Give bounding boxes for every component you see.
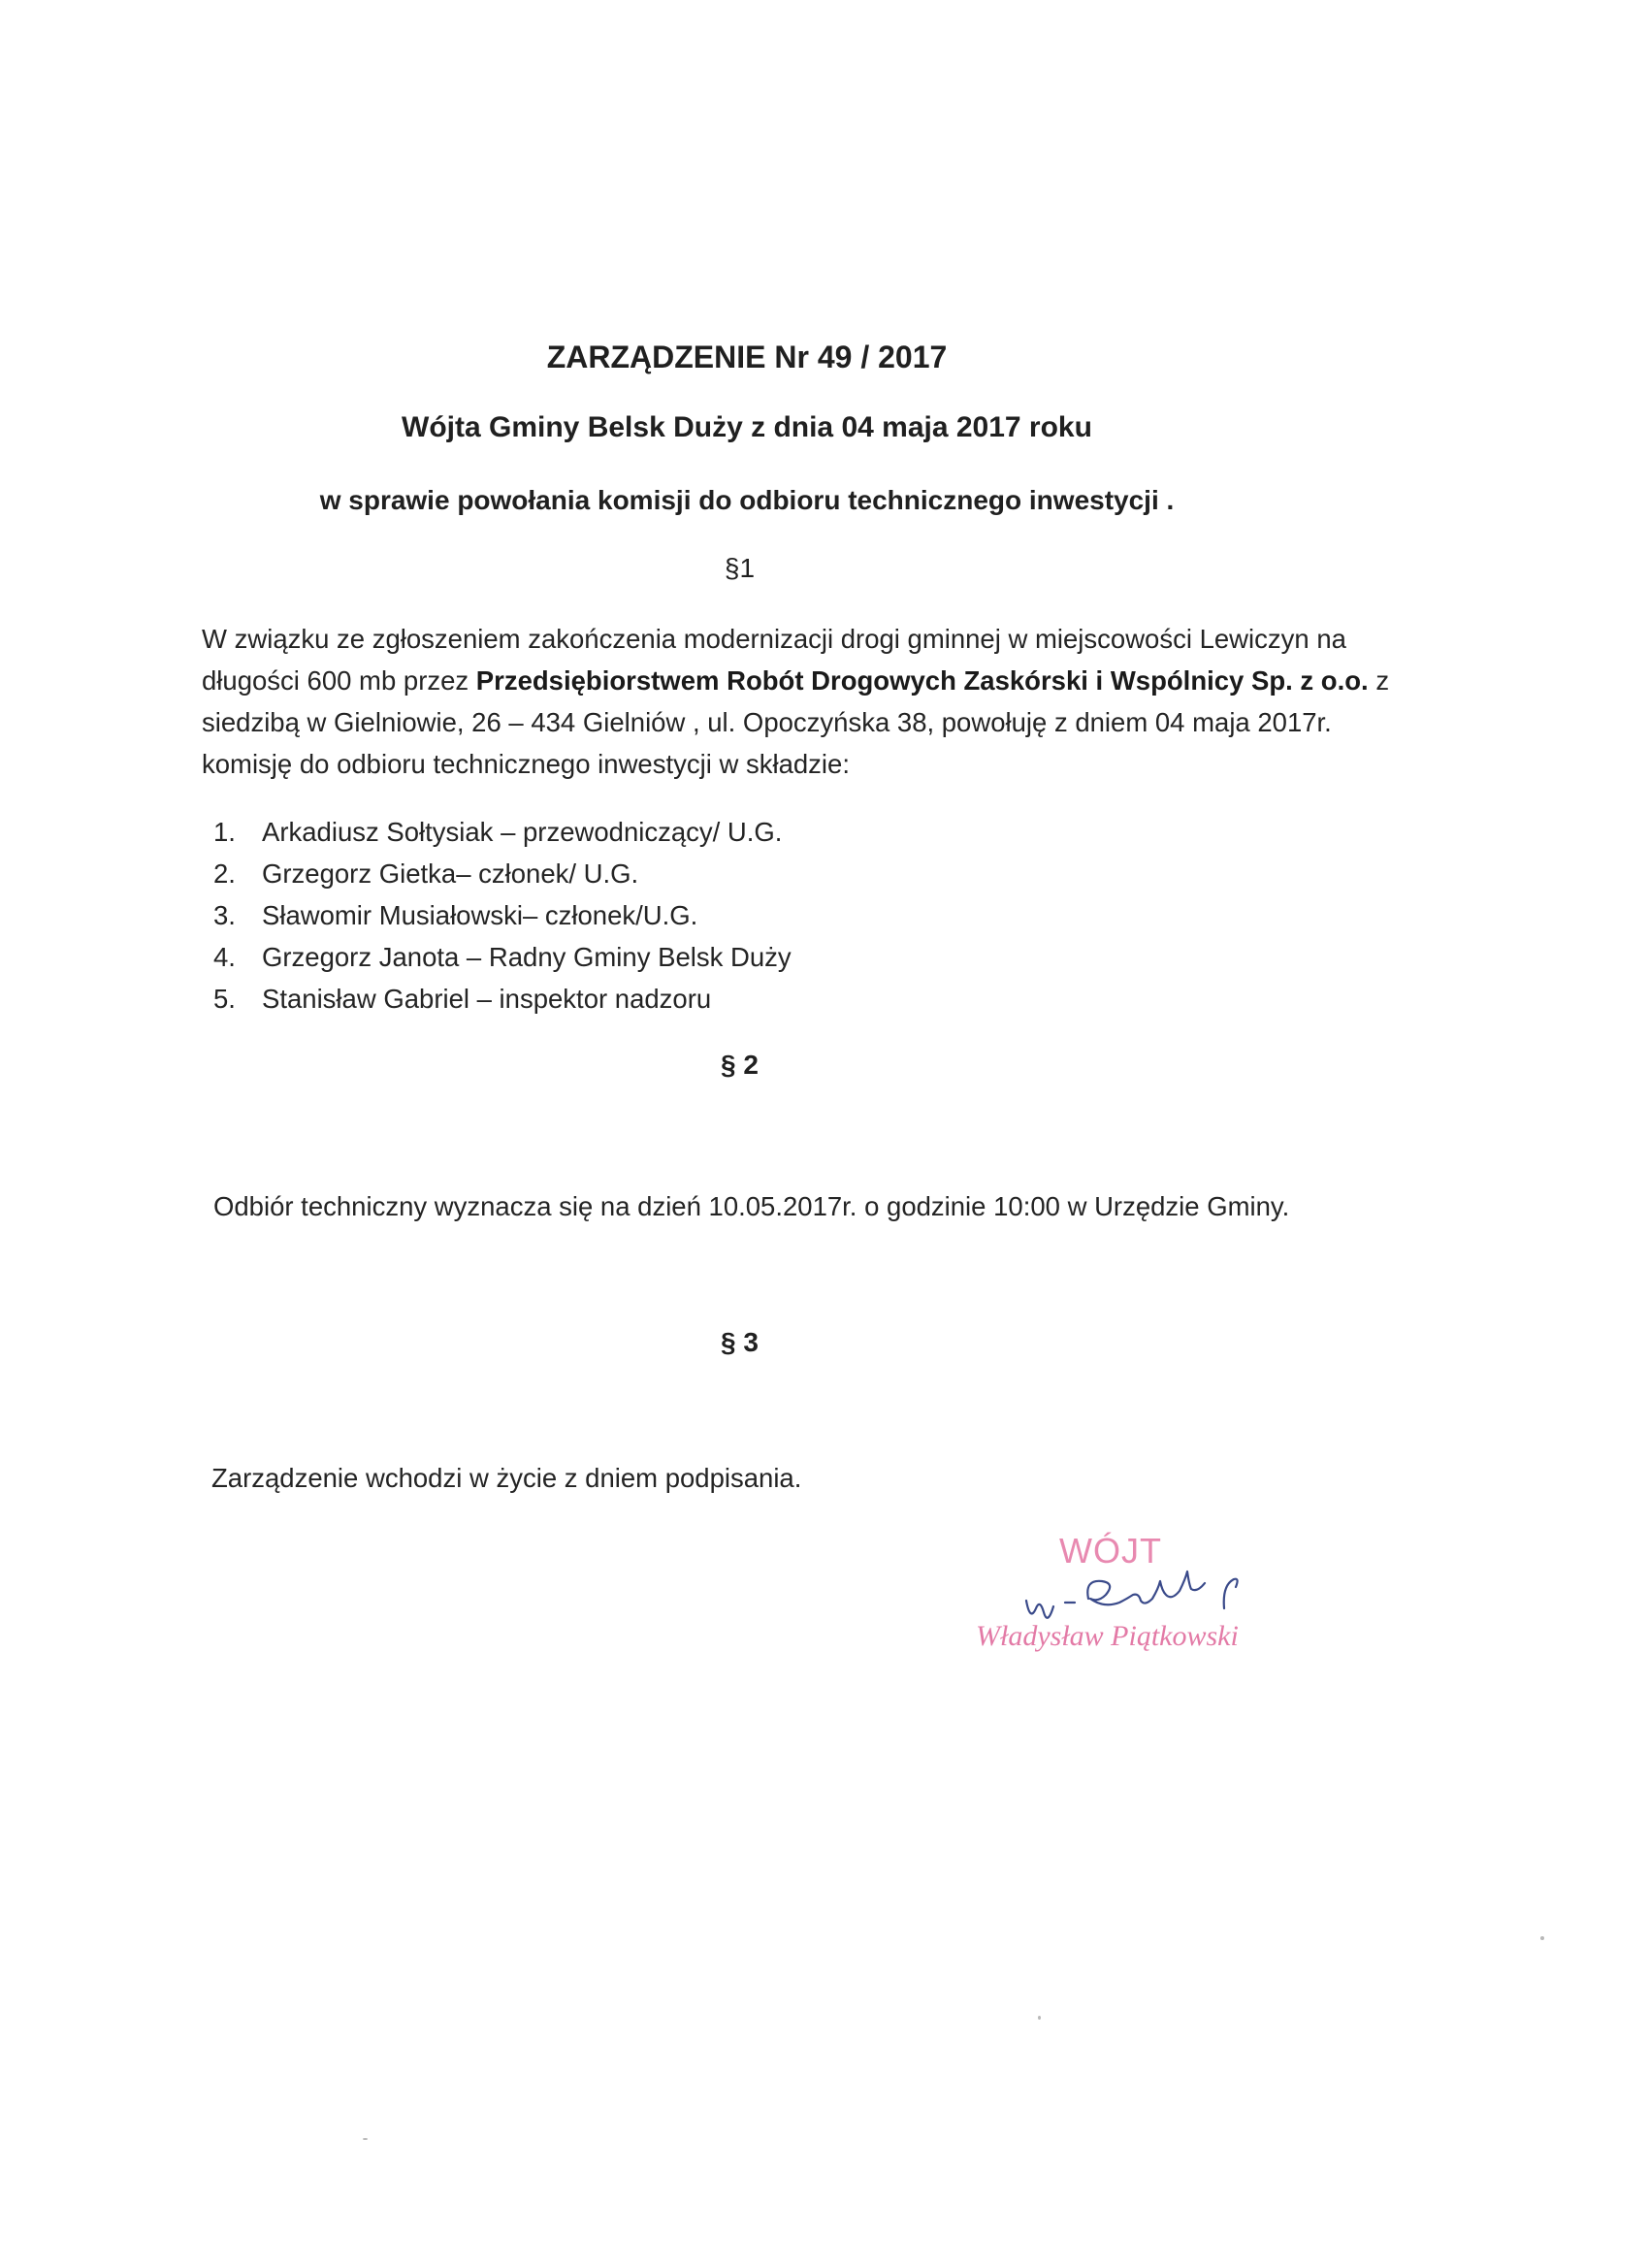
document-title: ZARZĄDZENIE Nr 49 / 2017 (546, 340, 948, 374)
section-2-paragraph: Odbiór techniczny wyznacza się na dzień 10.05.2017r. o godzinie 10:00 w Urzędzie Gminy. (213, 1191, 1290, 1221)
scan-speck (1038, 2016, 1041, 2020)
stamp-name: Władysław Piątkowski (976, 1620, 1239, 1652)
member-text: Sławomir Musiałowski– członek/U.G. (262, 900, 698, 930)
list-number: 3. (213, 900, 236, 930)
document-subtitle: Wójta Gminy Belsk Duży z dnia 04 maja 2017 roku (402, 411, 1092, 443)
list-number: 2. (213, 859, 236, 889)
list-item (213, 811, 792, 853)
company-name: Przedsiębiorstwem Robót Drogowych Zaskórski i Wspólnicy Sp. z o.o. (475, 665, 1369, 696)
section-3-mark: § 3 (721, 1327, 759, 1357)
official-stamp (960, 1531, 1310, 1676)
paragraph-fragment: z (1368, 665, 1390, 696)
paragraph-line (202, 660, 1390, 701)
paragraph-fragment: długości 600 mb przez (202, 665, 476, 696)
section-3-paragraph: Zarządzenie wchodzi w życie z dniem podpisania. (211, 1463, 802, 1493)
paragraph-line: komisję do odbioru technicznego inwestycji w składzie: (202, 749, 850, 779)
member-text: Grzegorz Janota – Radny Gminy Belsk Duży (262, 942, 792, 972)
list-number: 1. (213, 817, 236, 847)
list-item (213, 853, 792, 894)
section-2-mark: § 2 (721, 1050, 759, 1080)
list-number: 5. (213, 984, 236, 1014)
paragraph-line: W związku ze zgłoszeniem zakończenia modernizacji drogi gminnej w miejscowości Lewiczyn na (202, 624, 1346, 654)
list-number: 4. (213, 942, 236, 972)
committee-members-list (213, 811, 792, 1020)
scan-speck (363, 2138, 368, 2140)
scan-speck (1540, 1936, 1544, 1940)
member-text: Grzegorz Gietka– członek/ U.G. (262, 859, 639, 889)
section-1-mark: §1 (724, 553, 756, 583)
list-item (213, 894, 792, 936)
member-text: Arkadiusz Sołtysiak – przewodniczący/ U.G. (262, 817, 783, 847)
member-text: Stanisław Gabriel – inspektor nadzoru (262, 984, 712, 1014)
document-topic: w sprawie powołania komisji do odbioru technicznego inwestycji . (319, 485, 1175, 515)
list-item (213, 978, 792, 1020)
stamp-title: WÓJT (1059, 1531, 1162, 1571)
list-item (213, 936, 792, 978)
section-1-paragraph (202, 618, 1390, 785)
paragraph-line: siedzibą w Gielniowie, 26 – 434 Gielniów , ul. Opoczyńska 38, powołuję z dniem 04 maja 2017r. (202, 707, 1332, 737)
